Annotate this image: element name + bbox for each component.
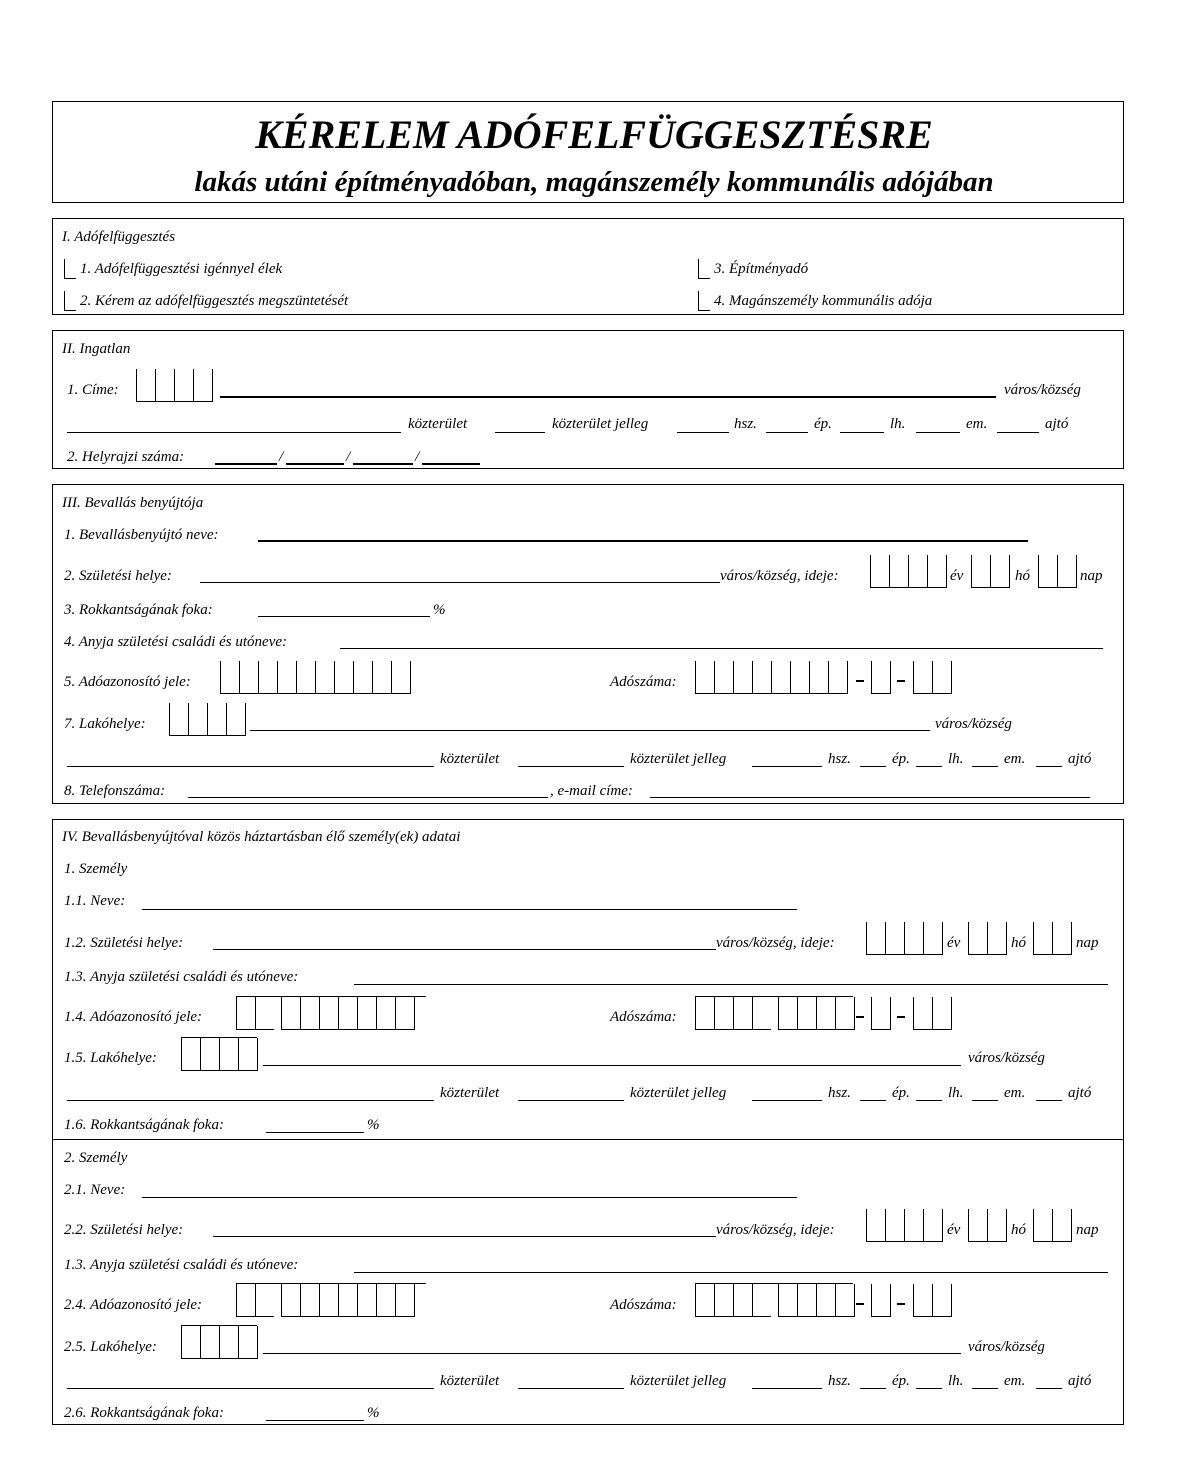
p1-birth-city-label: város/község, ideje: — [716, 935, 835, 951]
option-2-label: 2. Kérem az adófelfüggesztés megszüntetését — [80, 293, 349, 309]
filer-taxno-dash-2 — [897, 680, 905, 682]
p2-disability-label: 2.6. Rokkantságának foka: — [64, 1405, 224, 1421]
section-4-heading: IV. Bevallásbenyújtóval közös háztartásban élő személy(ek) adatai — [62, 829, 461, 845]
filer-name-line[interactable] — [258, 540, 1028, 542]
filer-mother-line[interactable] — [340, 648, 1103, 649]
p2-ep-line[interactable] — [860, 1388, 886, 1389]
p2-jelleg-label: közterület jelleg — [630, 1373, 727, 1389]
p1-birthplace-label: 1.2. Születési helye: — [64, 935, 184, 951]
p1-street-type-line[interactable] — [518, 1100, 624, 1101]
p2-em-line[interactable] — [972, 1388, 998, 1389]
property-address-label: 1. Címe: — [67, 382, 119, 398]
filer-lh-label: lh. — [948, 751, 964, 767]
p1-disability-line[interactable] — [266, 1132, 364, 1133]
option-2-checkbox[interactable] — [64, 291, 76, 311]
property-lh-line[interactable] — [840, 432, 884, 433]
filer-home-zip-grid[interactable] — [169, 703, 246, 736]
filer-em-label: em. — [1004, 751, 1026, 767]
p2-em-label: em. — [1004, 1373, 1026, 1389]
p2-pct-label: % — [367, 1405, 380, 1421]
p2-ho-label: hó — [1011, 1222, 1026, 1238]
p1-taxid-top-line — [236, 996, 426, 997]
p2-birthplace-line[interactable] — [213, 1236, 716, 1237]
p1-taxno-mid-grid[interactable] — [871, 997, 891, 1030]
option-1-checkbox[interactable] — [64, 259, 76, 279]
filer-birth-year-grid[interactable] — [870, 555, 947, 588]
filer-taxno-label: Adószáma: — [610, 674, 677, 690]
filer-taxid-grid[interactable] — [220, 661, 411, 694]
p1-em-label: em. — [1004, 1085, 1026, 1101]
property-zip-grid[interactable] — [136, 369, 213, 402]
p1-lh-line[interactable] — [916, 1100, 942, 1101]
p1-birth-day-grid[interactable] — [1033, 922, 1072, 955]
p1-ev-label: év — [947, 935, 961, 951]
filer-ev-label: év — [950, 568, 964, 584]
p1-birth-year-grid[interactable] — [866, 922, 943, 955]
property-ep-line[interactable] — [766, 432, 808, 433]
form-subtitle: lakás utáni építményadóban, magánszemély kommunális adójában — [194, 166, 994, 198]
filer-phone-line[interactable] — [188, 797, 548, 798]
property-street-type-line[interactable] — [495, 432, 545, 433]
filer-taxid-label: 5. Adóazonosító jele: — [64, 674, 191, 690]
p2-birthplace-label: 2.2. Születési helye: — [64, 1222, 184, 1238]
p2-home-label: 2.5. Lakóhelye: — [64, 1339, 157, 1355]
p2-street-line[interactable] — [67, 1388, 434, 1389]
filer-birthplace-line[interactable] — [200, 582, 720, 583]
p1-name-line[interactable] — [142, 909, 797, 910]
p2-kozterulet-label: közterület — [440, 1373, 500, 1389]
p1-taxno-label: Adószáma: — [610, 1009, 677, 1025]
filer-birth-day-grid[interactable] — [1038, 555, 1077, 588]
p2-home-zip-top-line — [181, 1325, 257, 1326]
filer-hsz-line[interactable] — [752, 766, 822, 767]
hrsz-part-1[interactable] — [215, 463, 277, 465]
p1-taxno-dash-2 — [897, 1016, 905, 1018]
filer-disability-line[interactable] — [258, 616, 430, 617]
filer-taxno-main-grid[interactable] — [695, 661, 848, 694]
property-door-label: ajtó — [1045, 416, 1069, 432]
p2-birth-year-grid[interactable] — [866, 1209, 943, 1242]
p2-taxid-label: 2.4. Adóazonosító jele: — [64, 1297, 203, 1313]
property-hrsz-label: 2. Helyrajzi száma: — [67, 449, 185, 465]
p1-taxno-main-grid[interactable] — [695, 997, 855, 1030]
section-2-heading: II. Ingatlan — [62, 341, 131, 357]
p2-taxno-dash-2 — [897, 1303, 905, 1305]
filer-ep-line[interactable] — [860, 766, 886, 767]
filer-mother-label: 4. Anyja születési családi és utóneve: — [64, 634, 288, 650]
p2-taxno-top-line — [695, 1283, 853, 1284]
p2-home-city-line[interactable] — [263, 1353, 961, 1354]
p2-ep-label: ép. — [892, 1373, 910, 1389]
filer-door-line[interactable] — [1036, 766, 1062, 767]
p2-birth-city-label: város/község, ideje: — [716, 1222, 835, 1238]
option-4-label: 4. Magánszemély kommunális adója — [714, 293, 933, 309]
p1-taxno-dash-1 — [856, 1016, 864, 1018]
p2-birth-day-grid[interactable] — [1033, 1209, 1072, 1242]
property-city-label: város/község — [1004, 382, 1081, 398]
p1-door-label: ajtó — [1068, 1085, 1092, 1101]
p1-nap-label: nap — [1076, 935, 1099, 951]
p2-taxid-top-line — [236, 1283, 426, 1284]
p2-taxno-main-grid[interactable] — [695, 1284, 855, 1317]
p1-taxno-end-grid[interactable] — [913, 997, 952, 1030]
p1-taxid-label: 1.4. Adóazonosító jele: — [64, 1009, 203, 1025]
p1-taxno-top-line — [695, 996, 853, 997]
p2-taxno-dash-1 — [856, 1303, 864, 1305]
p1-hsz-label: hsz. — [828, 1085, 851, 1101]
filer-email-line[interactable] — [650, 797, 1090, 798]
p2-hsz-label: hsz. — [828, 1373, 851, 1389]
filer-taxno-mid-grid[interactable] — [871, 661, 891, 694]
p1-home-zip-grid[interactable] — [181, 1038, 258, 1071]
filer-home-city-label: város/község — [935, 716, 1012, 732]
property-street-line[interactable] — [67, 432, 401, 433]
property-door-line[interactable] — [997, 432, 1039, 433]
p1-taxid-grid[interactable] — [236, 997, 415, 1030]
p2-taxno-label: Adószáma: — [610, 1297, 677, 1313]
option-4-checkbox[interactable] — [698, 291, 710, 311]
p2-mother-line[interactable] — [354, 1272, 1108, 1273]
hrsz-sep-1: / — [279, 449, 284, 465]
filer-pct-label: % — [433, 602, 446, 618]
p1-home-city-label: város/község — [968, 1050, 1045, 1066]
filer-jelleg-label: közterület jelleg — [630, 751, 727, 767]
p2-lh-line[interactable] — [916, 1388, 942, 1389]
option-1-label: 1. Adófelfüggesztési igénnyel élek — [80, 261, 283, 277]
filer-door-label: ajtó — [1068, 751, 1092, 767]
property-jelleg-label: közterület jelleg — [552, 416, 649, 432]
p1-name-label: 1.1. Neve: — [64, 893, 126, 909]
property-kozterulet-label: közterület — [408, 416, 468, 432]
filer-nap-label: nap — [1080, 568, 1103, 584]
p2-hsz-line[interactable] — [752, 1388, 822, 1389]
person-1-heading: 1. Személy — [64, 861, 128, 877]
filer-home-city-line[interactable] — [250, 730, 930, 731]
filer-home-label: 7. Lakóhelye: — [64, 716, 146, 732]
p2-taxno-mid-grid[interactable] — [871, 1284, 891, 1317]
p2-door-label: ajtó — [1068, 1373, 1092, 1389]
filer-birthplace-label: 2. Születési helye: — [64, 568, 172, 584]
p1-home-label: 1.5. Lakóhelye: — [64, 1050, 157, 1066]
filer-kozterulet-label: közterület — [440, 751, 500, 767]
filer-birth-month-grid[interactable] — [971, 555, 1010, 588]
p2-taxno-end-grid[interactable] — [913, 1284, 952, 1317]
p2-disability-line[interactable] — [266, 1420, 364, 1421]
filer-phone-label: 8. Telefonszáma: — [64, 783, 166, 799]
p2-mother-label: 1.3. Anyja születési családi és utóneve: — [64, 1257, 299, 1273]
hrsz-sep-3: / — [415, 449, 420, 465]
property-hsz-line[interactable] — [677, 432, 729, 433]
filer-street-type-line[interactable] — [518, 766, 624, 767]
property-city-line[interactable] — [220, 396, 996, 398]
p1-mother-label: 1.3. Anyja születési családi és utóneve: — [64, 969, 299, 985]
filer-street-line[interactable] — [67, 766, 434, 767]
p1-ep-line[interactable] — [860, 1100, 886, 1101]
property-hsz-label: hsz. — [734, 416, 757, 432]
p2-name-label: 2.1. Neve: — [64, 1182, 126, 1198]
filer-birth-city-label: város/község, ideje: — [720, 568, 839, 584]
p2-name-line[interactable] — [142, 1197, 797, 1198]
filer-taxno-end-grid[interactable] — [913, 661, 952, 694]
section-1-heading: I. Adófelfüggesztés — [62, 229, 176, 245]
p1-door-line[interactable] — [1036, 1100, 1062, 1101]
property-em-label: em. — [966, 416, 988, 432]
hrsz-part-2[interactable] — [286, 463, 344, 465]
person-2-heading: 2. Személy — [64, 1150, 128, 1166]
p2-birth-month-grid[interactable] — [968, 1209, 1007, 1242]
p1-birth-month-grid[interactable] — [968, 922, 1007, 955]
filer-hsz-label: hsz. — [828, 751, 851, 767]
filer-name-label: 1. Bevallásbenyújtó neve: — [64, 527, 219, 543]
p1-home-zip-top-line — [181, 1037, 257, 1038]
property-lh-label: lh. — [890, 416, 906, 432]
filer-taxno-dash-1 — [856, 680, 864, 682]
p2-street-type-line[interactable] — [518, 1388, 624, 1389]
filer-disability-label: 3. Rokkantságának foka: — [64, 602, 213, 618]
filer-em-line[interactable] — [972, 766, 998, 767]
property-ep-label: ép. — [814, 416, 832, 432]
option-3-label: 3. Építményadó — [714, 261, 809, 277]
filer-email-label: , e-mail címe: — [550, 783, 633, 799]
p2-home-zip-grid[interactable] — [181, 1326, 258, 1359]
p1-mother-line[interactable] — [354, 984, 1108, 985]
hrsz-part-3[interactable] — [353, 463, 413, 465]
p2-taxid-grid[interactable] — [236, 1284, 415, 1317]
p2-ev-label: év — [947, 1222, 961, 1238]
p2-door-line[interactable] — [1036, 1388, 1062, 1389]
p1-lh-label: lh. — [948, 1085, 964, 1101]
p1-ep-label: ép. — [892, 1085, 910, 1101]
p2-home-city-label: város/község — [968, 1339, 1045, 1355]
option-3-checkbox[interactable] — [698, 259, 710, 279]
p1-street-line[interactable] — [67, 1100, 434, 1101]
section-3-heading: III. Bevallás benyújtója — [62, 495, 204, 511]
person-divider — [52, 1139, 1124, 1140]
p1-em-line[interactable] — [972, 1100, 998, 1101]
p1-jelleg-label: közterület jelleg — [630, 1085, 727, 1101]
p1-birthplace-line[interactable] — [213, 949, 716, 950]
p1-ho-label: hó — [1011, 935, 1026, 951]
p1-disability-label: 1.6. Rokkantságának foka: — [64, 1117, 224, 1133]
p1-hsz-line[interactable] — [752, 1100, 822, 1101]
filer-ho-label: hó — [1015, 568, 1030, 584]
p1-pct-label: % — [367, 1117, 380, 1133]
p1-kozterulet-label: közterület — [440, 1085, 500, 1101]
form-title: KÉRELEM ADÓFELFÜGGESZTÉSRE — [255, 112, 933, 157]
hrsz-sep-2: / — [346, 449, 351, 465]
p2-lh-label: lh. — [948, 1373, 964, 1389]
p1-home-city-line[interactable] — [263, 1065, 961, 1066]
filer-lh-line[interactable] — [916, 766, 942, 767]
filer-ep-label: ép. — [892, 751, 910, 767]
property-em-line[interactable] — [916, 432, 960, 433]
hrsz-part-4[interactable] — [422, 463, 480, 465]
p2-nap-label: nap — [1076, 1222, 1099, 1238]
